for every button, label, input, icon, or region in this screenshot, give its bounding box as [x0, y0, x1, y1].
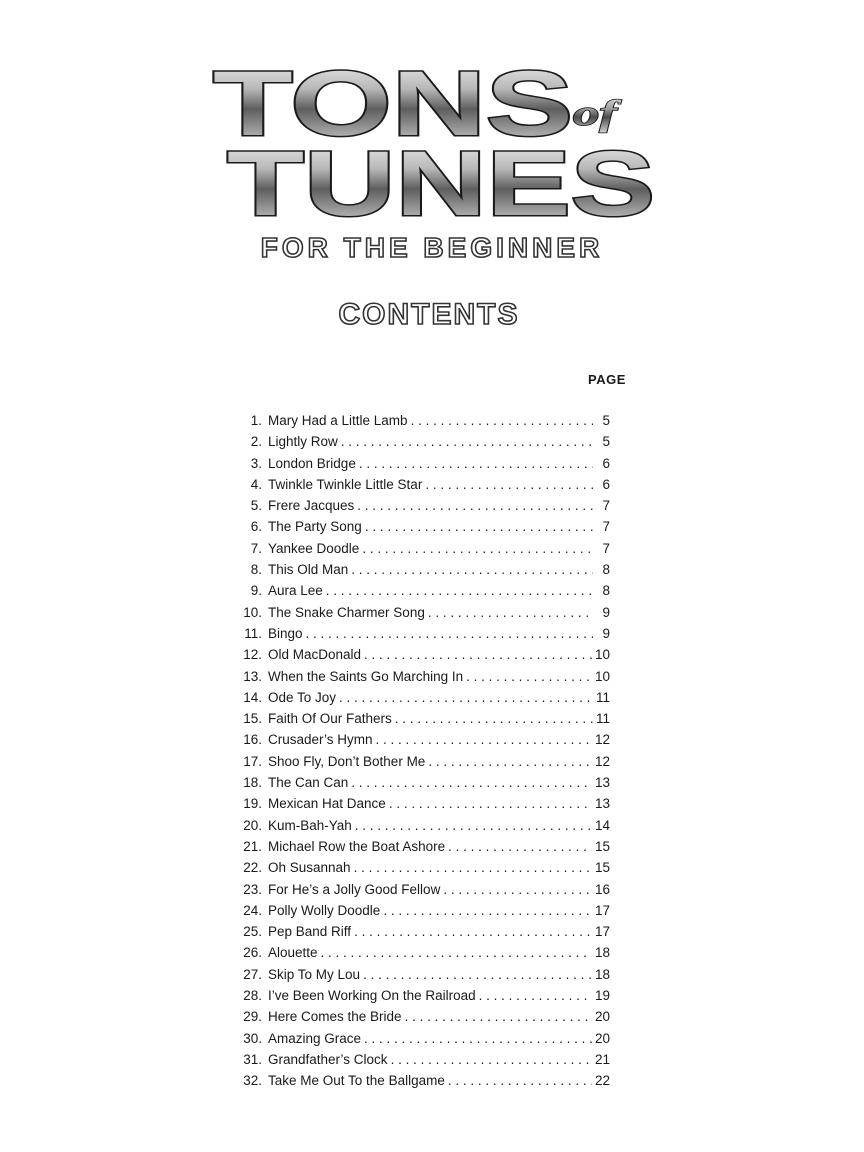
toc-entry-page: 14: [594, 817, 610, 833]
toc-entry-title: Here Comes the Bride: [268, 1009, 402, 1025]
toc-entry-number: 6.: [250, 519, 262, 535]
toc-dot-leader: [448, 836, 592, 857]
subtitle: FOR THE BEGINNER: [260, 232, 604, 263]
toc-dot-leader: [425, 474, 593, 495]
toc-entry-number: 17.: [243, 753, 262, 769]
toc-entry-page: 15: [594, 860, 610, 876]
toc-entry-title: The Party Song: [268, 519, 362, 535]
toc-entry: [230, 879, 610, 900]
toc-entry-page: 15: [594, 838, 610, 854]
toc-dot-leader: [383, 900, 592, 921]
toc-entry: [230, 644, 610, 665]
logo-word-tons: TONS: [213, 55, 573, 155]
toc-entry-page: 12: [594, 732, 610, 748]
toc-entry-page: 19: [594, 988, 610, 1004]
toc-dot-leader: [405, 1006, 592, 1027]
toc-entry-title: Oh Susannah: [268, 860, 351, 876]
toc-entry-page: 8: [602, 562, 610, 578]
toc-entry-page: 13: [594, 796, 610, 812]
toc-entry-page: 21: [594, 1051, 610, 1067]
toc-entry-page: 11: [595, 711, 610, 727]
toc-entry-title: Faith Of Our Fathers: [268, 711, 392, 727]
toc-entry: [230, 751, 610, 772]
toc-entry-page: 6: [602, 455, 610, 471]
toc-entry-page: 12: [594, 753, 610, 769]
toc-entry-number: 9.: [250, 583, 262, 599]
toc-entry-page: 9: [602, 604, 610, 620]
toc-entry-number: 12.: [243, 647, 262, 663]
toc-entry-title: Ode To Joy: [268, 689, 337, 705]
toc-dot-leader: [363, 964, 592, 985]
toc-entry-title: When the Saints Go Marching In: [268, 668, 464, 684]
toc-dot-leader: [391, 1049, 592, 1070]
toc-entry-title: Amazing Grace: [268, 1030, 362, 1046]
toc-entry: [230, 410, 610, 431]
toc-entry-page: 18: [594, 966, 610, 982]
toc-entry: [230, 985, 610, 1006]
toc-entry-number: 18.: [243, 775, 262, 791]
toc-entry: [230, 921, 610, 942]
toc-entry-number: 19.: [243, 796, 262, 812]
toc-dot-leader: [354, 921, 592, 942]
toc-entry-page: 9: [602, 625, 610, 641]
toc-entry: [230, 964, 610, 985]
toc-entry-page: 10: [594, 647, 610, 663]
toc-entry-title: Kum-Bah-Yah: [268, 817, 352, 833]
toc-entry-title: Crusader’s Hymn: [268, 732, 373, 748]
page-column-header: PAGE: [588, 372, 626, 387]
toc-entry-title: Polly Wolly Doodle: [268, 902, 381, 918]
toc-entry: [230, 857, 610, 878]
toc-entry-number: 26.: [243, 945, 262, 961]
toc-dot-leader: [411, 410, 593, 431]
toc-entry: [230, 687, 610, 708]
toc-entry-number: 28.: [243, 988, 262, 1004]
toc-entry-title: The Can Can: [268, 775, 349, 791]
toc-entry-number: 23.: [243, 881, 262, 897]
toc-entry: [230, 1070, 610, 1091]
toc-entry: [230, 474, 610, 495]
toc-entry-number: 3.: [250, 455, 262, 471]
toc-dot-leader: [365, 516, 593, 537]
toc-dot-leader: [364, 644, 592, 665]
toc-entry-number: 5.: [250, 498, 262, 514]
toc-entry-page: 17: [594, 924, 610, 940]
logo-word-of: of: [573, 93, 622, 133]
toc-entry: [230, 666, 610, 687]
toc-dot-leader: [354, 857, 592, 878]
toc-entry-page: 8: [602, 583, 610, 599]
toc-entry: [230, 1049, 610, 1070]
toc-entry-page: 17: [594, 902, 610, 918]
toc-entry-number: 8.: [250, 562, 262, 578]
contents-heading: CONTENTS: [338, 298, 520, 331]
toc-dot-leader: [341, 431, 593, 452]
toc-entry-title: Alouette: [268, 945, 318, 961]
toc-entry-title: Pep Band Riff: [268, 924, 352, 940]
toc-entry-page: 7: [602, 498, 610, 514]
toc-entry: [230, 729, 610, 750]
toc-dot-leader: [479, 985, 592, 1006]
tons-of-tunes-logo: [205, 55, 665, 225]
toc-entry-number: 20.: [243, 817, 262, 833]
toc-entry-title: Mary Had a Little Lamb: [268, 413, 408, 428]
toc-entry-title: Yankee Doodle: [268, 540, 360, 556]
toc-entry-number: 2.: [250, 434, 262, 450]
toc-entry-title: Take Me Out To the Ballgame: [268, 1073, 445, 1089]
toc-entry-title: Aura Lee: [268, 583, 323, 599]
toc-entry-number: 29.: [243, 1009, 262, 1025]
toc-entry-title: Michael Row the Boat Ashore: [268, 838, 446, 854]
table-of-contents: [230, 410, 610, 1092]
toc-dot-leader: [326, 580, 593, 601]
toc-dot-leader: [357, 495, 593, 516]
toc-entry: [230, 1006, 610, 1027]
toc-entry: [230, 942, 610, 963]
toc-entry-page: 20: [594, 1030, 610, 1046]
toc-entry-title: London Bridge: [268, 455, 356, 471]
toc-entry-page: 7: [602, 540, 610, 556]
toc-dot-leader: [321, 942, 592, 963]
toc-entry-page: 13: [594, 775, 610, 791]
toc-entry-title: Bingo: [268, 625, 303, 641]
toc-dot-leader: [306, 623, 593, 644]
toc-dot-leader: [376, 729, 592, 750]
toc-entry-page: 18: [594, 945, 610, 961]
toc-entry-number: 27.: [243, 966, 262, 982]
toc-entry-number: 24.: [243, 902, 262, 918]
toc-dot-leader: [339, 687, 593, 708]
toc-entry-number: 1.: [250, 413, 262, 428]
toc-entry-title: Old MacDonald: [268, 647, 362, 663]
toc-entry-page: 6: [602, 476, 610, 492]
toc-entry: [230, 431, 610, 452]
toc-dot-leader: [351, 559, 593, 580]
toc-entry: [230, 538, 610, 559]
toc-entry-title: Grandfather’s Clock: [268, 1051, 388, 1067]
toc-entry: [230, 1028, 610, 1049]
toc-entry-number: 22.: [243, 860, 262, 876]
toc-entry: [230, 516, 610, 537]
toc-entry-title: This Old Man: [268, 562, 349, 578]
toc-entry: [230, 900, 610, 921]
toc-entry-number: 21.: [243, 838, 262, 854]
toc-dot-leader: [443, 879, 592, 900]
toc-entry-page: 5: [602, 413, 610, 428]
toc-dot-leader: [362, 538, 593, 559]
logo-word-tunes: TUNES: [227, 133, 655, 225]
toc-dot-leader: [389, 793, 592, 814]
toc-entry-title: I’ve Been Working On the Railroad: [268, 988, 476, 1004]
toc-entry: [230, 602, 610, 623]
toc-entry-number: 31.: [243, 1051, 262, 1067]
toc-entry: [230, 453, 610, 474]
toc-entry-page: 22: [594, 1073, 610, 1089]
toc-dot-leader: [395, 708, 593, 729]
toc-entry-title: For He’s a Jolly Good Fellow: [268, 881, 441, 897]
toc-entry-title: Lightly Row: [268, 434, 338, 450]
toc-entry-number: 11.: [244, 625, 262, 641]
toc-entry: [230, 580, 610, 601]
toc-entry: [230, 793, 610, 814]
toc-entry-page: 10: [594, 668, 610, 684]
toc-entry-number: 10.: [243, 604, 262, 620]
toc-entry-number: 16.: [243, 732, 262, 748]
toc-entry-page: 7: [602, 519, 610, 535]
toc-dot-leader: [355, 815, 592, 836]
toc-dot-leader: [466, 666, 592, 687]
toc-entry: [230, 708, 610, 729]
toc-entry-number: 32.: [243, 1073, 262, 1089]
toc-entry-title: Frere Jacques: [268, 498, 355, 514]
toc-dot-leader: [428, 602, 593, 623]
toc-entry-title: Twinkle Twinkle Little Star: [268, 476, 423, 492]
toc-entry-page: 20: [594, 1009, 610, 1025]
toc-dot-leader: [448, 1070, 592, 1091]
toc-entry-title: The Snake Charmer Song: [268, 604, 425, 620]
toc-entry: [230, 772, 610, 793]
toc-entry-title: Shoo Fly, Don’t Bother Me: [268, 753, 426, 769]
toc-entry-number: 15.: [243, 711, 262, 727]
toc-entry-page: 11: [595, 689, 610, 705]
toc-entry-number: 7.: [250, 540, 262, 556]
toc-entry-number: 25.: [243, 924, 262, 940]
toc-entry-title: Skip To My Lou: [268, 966, 361, 982]
toc-entry: [230, 836, 610, 857]
toc-entry: [230, 559, 610, 580]
toc-dot-leader: [351, 772, 592, 793]
toc-entry-number: 13.: [243, 668, 262, 684]
toc-entry-page: 5: [602, 434, 610, 450]
toc-entry: [230, 623, 610, 644]
toc-dot-leader: [364, 1028, 592, 1049]
toc-entry: [230, 495, 610, 516]
toc-dot-leader: [359, 453, 593, 474]
toc-dot-leader: [428, 751, 592, 772]
toc-entry-number: 14.: [243, 689, 262, 705]
toc-entry: [230, 815, 610, 836]
toc-entry-title: Mexican Hat Dance: [268, 796, 386, 812]
toc-entry-number: 4.: [250, 476, 262, 492]
toc-entry-number: 30.: [243, 1030, 262, 1046]
toc-entry-page: 16: [594, 881, 610, 897]
